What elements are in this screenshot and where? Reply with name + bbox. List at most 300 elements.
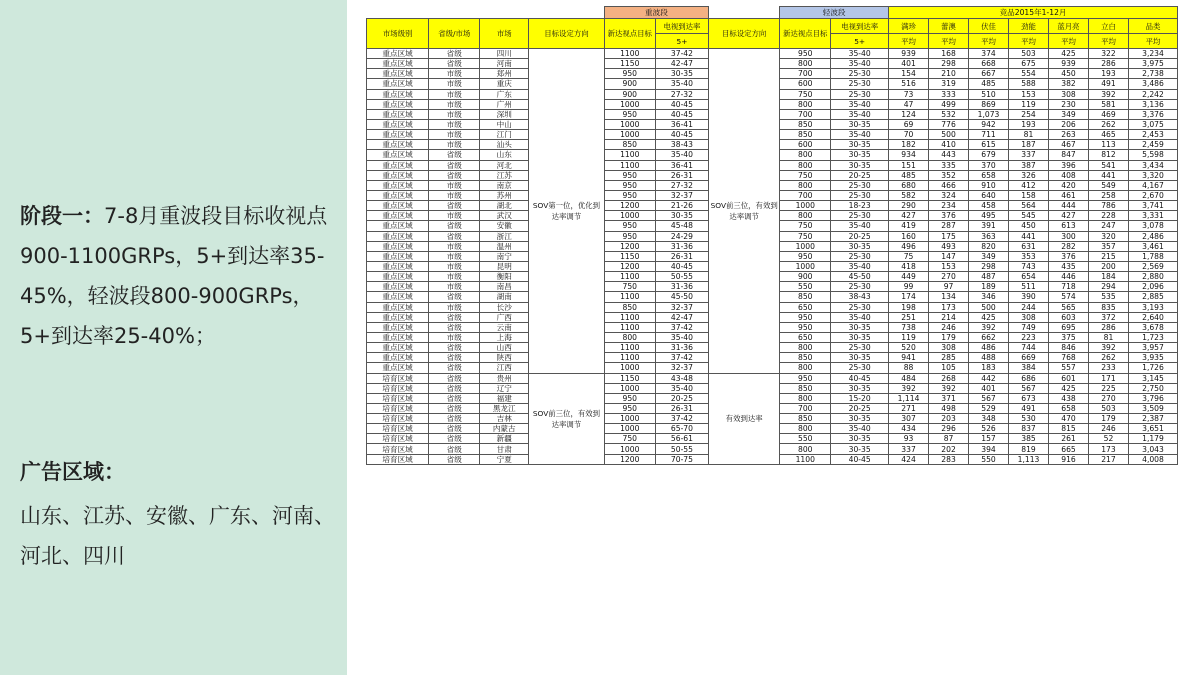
cell-value: 376 [929, 211, 969, 221]
cell-value: 669 [1009, 353, 1049, 363]
cell-value: 2,096 [1128, 282, 1177, 292]
cell-heavy-target: 950 [604, 221, 655, 231]
cell-value: 247 [1088, 221, 1128, 231]
cell-heavy-reach: 40-45 [655, 99, 708, 109]
cell-value: 750 [780, 89, 831, 99]
cell-value: 200 [1088, 261, 1128, 271]
cell-value: 2,453 [1128, 130, 1177, 140]
cell-prov-city: 省级 [429, 150, 480, 160]
cell-value: 233 [1088, 363, 1128, 373]
cell-value: 105 [929, 363, 969, 373]
cell-value: 244 [1009, 302, 1049, 312]
cell-market: 江苏 [480, 170, 529, 180]
cell-value: 776 [929, 119, 969, 129]
cell-value: 491 [1009, 403, 1049, 413]
cell-value: 564 [1009, 201, 1049, 211]
cell-value: 444 [1049, 201, 1089, 211]
cell-value: 850 [780, 383, 831, 393]
cell-market-level: 培育区域 [367, 444, 429, 454]
cell-heavy-reach: 43-48 [655, 373, 708, 383]
cell-market-level: 重点区域 [367, 150, 429, 160]
cell-value: 30-35 [831, 119, 889, 129]
cell-value: 307 [889, 414, 929, 424]
cell-value: 392 [1088, 89, 1128, 99]
cell-goal-light-group1: SOV前三位，有效到达率调节 [709, 49, 780, 374]
cell-market: 湖北 [480, 201, 529, 211]
cell-prov-city: 市级 [429, 261, 480, 271]
cell-prov-city: 市级 [429, 99, 480, 109]
cell-market: 四川 [480, 49, 529, 59]
cell-value: 322 [1088, 49, 1128, 59]
cell-market: 汕头 [480, 140, 529, 150]
cell-value: 603 [1049, 312, 1089, 322]
cell-value: 615 [969, 140, 1009, 150]
cell-market-level: 重点区域 [367, 231, 429, 241]
cell-value: 532 [929, 109, 969, 119]
region-title: 广告区域： [20, 460, 125, 484]
cell-market-level: 重点区域 [367, 79, 429, 89]
cell-prov-city: 省级 [429, 414, 480, 424]
cell-value: 352 [929, 170, 969, 180]
cell-value: 837 [1009, 424, 1049, 434]
cell-value: 486 [969, 343, 1009, 353]
cell-market-level: 重点区域 [367, 261, 429, 271]
cell-market-level: 重点区域 [367, 49, 429, 59]
cell-value: 658 [969, 170, 1009, 180]
cell-value: 124 [889, 109, 929, 119]
cell-value: 333 [929, 89, 969, 99]
cell-prov-city: 省级 [429, 59, 480, 69]
cell-goal-heavy-group1: SOV第一位，优化到达率调节 [529, 49, 605, 374]
cell-value: 246 [1088, 424, 1128, 434]
cell-market-level: 重点区域 [367, 89, 429, 99]
cell-value: 800 [780, 424, 831, 434]
cell-market: 安徽 [480, 221, 529, 231]
cell-value: 153 [929, 261, 969, 271]
cell-value: 35-40 [831, 130, 889, 140]
cell-value: 744 [1009, 343, 1049, 353]
cell-value: 900 [780, 272, 831, 282]
cell-value: 450 [1049, 69, 1089, 79]
cell-value: 308 [929, 343, 969, 353]
cell-heavy-target: 1150 [604, 59, 655, 69]
cell-value: 25-30 [831, 69, 889, 79]
cell-value: 738 [889, 322, 929, 332]
cell-value: 349 [1049, 109, 1089, 119]
cell-heavy-target: 1000 [604, 363, 655, 373]
cell-value: 850 [780, 353, 831, 363]
cell-heavy-reach: 36-41 [655, 119, 708, 129]
cell-value: 2,885 [1128, 292, 1177, 302]
cell-value: 487 [969, 272, 1009, 282]
cell-value: 38-43 [831, 292, 889, 302]
header-reach-light: 电视到达率 [831, 19, 889, 34]
cell-value: 346 [969, 292, 1009, 302]
cell-value: 3,975 [1128, 59, 1177, 69]
cell-value: 550 [780, 434, 831, 444]
cell-value: 662 [969, 332, 1009, 342]
cell-prov-city: 市级 [429, 282, 480, 292]
cell-value: 392 [929, 383, 969, 393]
cell-value: 261 [1049, 434, 1089, 444]
cell-market: 山东 [480, 150, 529, 160]
cell-market: 辽宁 [480, 383, 529, 393]
cell-market: 宁夏 [480, 454, 529, 464]
cell-value: 225 [1088, 383, 1128, 393]
cell-value: 601 [1049, 373, 1089, 383]
cell-value: 348 [969, 414, 1009, 424]
cell-value: 35-40 [831, 49, 889, 59]
cell-value: 296 [929, 424, 969, 434]
cell-value: 384 [1009, 363, 1049, 373]
cell-value: 283 [929, 454, 969, 464]
cell-heavy-target: 1100 [604, 343, 655, 353]
cell-value: 718 [1049, 282, 1089, 292]
cell-value: 157 [969, 434, 1009, 444]
cell-value: 3,957 [1128, 343, 1177, 353]
cell-value: 1,113 [1009, 454, 1049, 464]
cell-market: 福建 [480, 393, 529, 403]
cell-heavy-reach: 27-32 [655, 89, 708, 99]
cell-value: 650 [780, 332, 831, 342]
cell-market: 河北 [480, 160, 529, 170]
cell-prov-city: 省级 [429, 49, 480, 59]
cell-value: 2,880 [1128, 272, 1177, 282]
cell-value: 500 [929, 130, 969, 140]
cell-market: 南昌 [480, 282, 529, 292]
cell-value: 189 [969, 282, 1009, 292]
cell-heavy-target: 1100 [604, 292, 655, 302]
cell-value: 488 [969, 353, 1009, 363]
cell-value: 171 [1088, 373, 1128, 383]
cell-value: 500 [969, 302, 1009, 312]
cell-value: 298 [969, 261, 1009, 271]
cell-prov-city: 市级 [429, 79, 480, 89]
cell-value: 88 [889, 363, 929, 373]
cell-heavy-reach: 35-40 [655, 383, 708, 393]
cell-market-level: 重点区域 [367, 272, 429, 282]
phase-title: 阶段一： [20, 204, 104, 228]
cell-heavy-target: 1100 [604, 272, 655, 282]
table-row [367, 49, 1178, 59]
cell-value: 800 [780, 59, 831, 69]
cell-prov-city: 省级 [429, 312, 480, 322]
cell-prov-city: 省级 [429, 160, 480, 170]
cell-value: 441 [1088, 170, 1128, 180]
cell-value: 2,640 [1128, 312, 1177, 322]
cell-heavy-reach: 35-40 [655, 150, 708, 160]
cell-market: 郑州 [480, 69, 529, 79]
cell-market: 吉林 [480, 414, 529, 424]
cell-prov-city: 市级 [429, 251, 480, 261]
cell-value: 45-50 [831, 272, 889, 282]
cell-value: 30-35 [831, 414, 889, 424]
cell-value: 427 [889, 211, 929, 221]
header-target-light: 新达视点目标 [780, 19, 831, 49]
cell-heavy-reach: 50-55 [655, 272, 708, 282]
cell-heavy-target: 1000 [604, 414, 655, 424]
cell-value: 401 [889, 59, 929, 69]
cell-value: 215 [1088, 251, 1128, 261]
cell-value: 30-35 [831, 383, 889, 393]
cell-heavy-reach: 30-35 [655, 69, 708, 79]
cell-value: 223 [1009, 332, 1049, 342]
cell-value: 600 [780, 140, 831, 150]
cell-value: 800 [780, 99, 831, 109]
cell-heavy-reach: 35-40 [655, 79, 708, 89]
cell-value: 308 [1049, 89, 1089, 99]
cell-value: 147 [929, 251, 969, 261]
header-average: 平均 [1088, 34, 1128, 49]
cell-value: 934 [889, 150, 929, 160]
cell-value: 371 [929, 393, 969, 403]
cell-prov-city: 省级 [429, 424, 480, 434]
cell-value: 25-30 [831, 190, 889, 200]
cell-value: 588 [1009, 79, 1049, 89]
cell-value: 446 [1049, 272, 1089, 282]
cell-value: 535 [1088, 292, 1128, 302]
cell-heavy-target: 1000 [604, 444, 655, 454]
cell-goal-heavy-group2: SOV前三位，有效到达率调节 [529, 373, 605, 464]
cell-market: 南宁 [480, 251, 529, 261]
cell-value: 3,461 [1128, 241, 1177, 251]
header-reach-sub-heavy: 5+ [655, 34, 708, 49]
cell-prov-city: 市级 [429, 302, 480, 312]
cell-value: 210 [929, 69, 969, 79]
cell-value: 650 [780, 302, 831, 312]
cell-market: 江西 [480, 363, 529, 373]
cell-value: 4,008 [1128, 454, 1177, 464]
cell-value: 35-40 [831, 312, 889, 322]
cell-value: 81 [1088, 332, 1128, 342]
cell-prov-city: 省级 [429, 353, 480, 363]
cell-value: 1000 [780, 241, 831, 251]
cell-market-level: 重点区域 [367, 363, 429, 373]
cell-value: 258 [1088, 190, 1128, 200]
header-competitor-group: 竞品2015年1-12月 [889, 7, 1178, 19]
cell-heavy-target: 750 [604, 282, 655, 292]
cell-value: 30-35 [831, 332, 889, 342]
cell-value: 442 [969, 373, 1009, 383]
cell-market: 黑龙江 [480, 403, 529, 413]
cell-market: 重庆 [480, 79, 529, 89]
cell-value: 35-40 [831, 261, 889, 271]
cell-market-level: 重点区域 [367, 130, 429, 140]
cell-value: 910 [969, 180, 1009, 190]
cell-heavy-target: 1000 [604, 383, 655, 393]
cell-market: 衡阳 [480, 272, 529, 282]
cell-market: 长沙 [480, 302, 529, 312]
cell-market-level: 重点区域 [367, 251, 429, 261]
cell-value: 30-35 [831, 160, 889, 170]
cell-value: 2,750 [1128, 383, 1177, 393]
cell-goal-light-group2: 有效到达率 [709, 373, 780, 464]
cell-market: 深圳 [480, 109, 529, 119]
cell-value: 20-25 [831, 170, 889, 180]
header-average: 平均 [969, 34, 1009, 49]
cell-value: 268 [929, 373, 969, 383]
cell-value: 3,935 [1128, 353, 1177, 363]
cell-heavy-target: 1100 [604, 150, 655, 160]
cell-market-level: 重点区域 [367, 302, 429, 312]
cell-prov-city: 省级 [429, 170, 480, 180]
cell-prov-city: 省级 [429, 231, 480, 241]
cell-value: 749 [1009, 322, 1049, 332]
cell-value: 25-30 [831, 282, 889, 292]
cell-value: 372 [1088, 312, 1128, 322]
cell-value: 3,043 [1128, 444, 1177, 454]
cell-value: 47 [889, 99, 929, 109]
cell-value: 567 [1009, 383, 1049, 393]
cell-value: 2,670 [1128, 190, 1177, 200]
cell-value: 271 [889, 403, 929, 413]
cell-heavy-reach: 32-37 [655, 190, 708, 200]
cell-value: 425 [1049, 383, 1089, 393]
cell-market-level: 培育区域 [367, 373, 429, 383]
cell-market-level: 培育区域 [367, 383, 429, 393]
cell-heavy-reach: 40-45 [655, 109, 708, 119]
cell-value: 465 [1088, 130, 1128, 140]
cell-prov-city: 省级 [429, 201, 480, 211]
cell-value: 153 [1009, 89, 1049, 99]
cell-value: 25-30 [831, 79, 889, 89]
cell-prov-city: 省级 [429, 343, 480, 353]
header-blank [709, 7, 780, 19]
cell-market: 湖南 [480, 292, 529, 302]
cell-value: 5,598 [1128, 150, 1177, 160]
cell-value: 467 [1049, 140, 1089, 150]
cell-value: 134 [929, 292, 969, 302]
cell-value: 850 [780, 414, 831, 424]
cell-value: 174 [889, 292, 929, 302]
cell-heavy-reach: 26-31 [655, 403, 708, 413]
cell-heavy-target: 1000 [604, 99, 655, 109]
cell-value: 800 [780, 211, 831, 221]
cell-value: 262 [1088, 119, 1128, 129]
cell-heavy-target: 850 [604, 140, 655, 150]
cell-value: 87 [929, 434, 969, 444]
cell-value: 812 [1088, 150, 1128, 160]
cell-value: 294 [1088, 282, 1128, 292]
cell-value: 1000 [780, 201, 831, 211]
cell-heavy-reach: 31-36 [655, 241, 708, 251]
cell-market-level: 重点区域 [367, 160, 429, 170]
cell-value: 234 [929, 201, 969, 211]
cell-heavy-target: 1100 [604, 353, 655, 363]
cell-prov-city: 市级 [429, 241, 480, 251]
cell-value: 847 [1049, 150, 1089, 160]
cell-value: 819 [1009, 444, 1049, 454]
cell-value: 418 [889, 261, 929, 271]
cell-heavy-reach: 20-25 [655, 393, 708, 403]
cell-value: 425 [1049, 49, 1089, 59]
cell-heavy-target: 1200 [604, 454, 655, 464]
cell-value: 750 [780, 221, 831, 231]
cell-value: 434 [889, 424, 929, 434]
cell-prov-city: 省级 [429, 444, 480, 454]
cell-value: 800 [780, 160, 831, 170]
cell-heavy-target: 1100 [604, 160, 655, 170]
cell-value: 581 [1088, 99, 1128, 109]
cell-value: 3,741 [1128, 201, 1177, 211]
header-target-heavy: 新达视点目标 [604, 19, 655, 49]
cell-value: 387 [1009, 160, 1049, 170]
cell-value: 298 [929, 59, 969, 69]
cell-value: 228 [1088, 211, 1128, 221]
header-brand: 劲能 [1009, 19, 1049, 34]
header-average: 平均 [1009, 34, 1049, 49]
cell-value: 35-40 [831, 424, 889, 434]
cell-heavy-target: 850 [604, 302, 655, 312]
header-average: 平均 [889, 34, 929, 49]
cell-value: 498 [929, 403, 969, 413]
cell-value: 151 [889, 160, 929, 170]
cell-prov-city: 省级 [429, 403, 480, 413]
cell-value: 20-25 [831, 403, 889, 413]
cell-prov-city: 省级 [429, 434, 480, 444]
cell-prov-city: 市级 [429, 119, 480, 129]
cell-value: 427 [1049, 211, 1089, 221]
cell-value: 254 [1009, 109, 1049, 119]
cell-value: 214 [929, 312, 969, 322]
cell-heavy-reach: 37-42 [655, 414, 708, 424]
cell-value: 25-30 [831, 302, 889, 312]
cell-heavy-reach: 37-42 [655, 322, 708, 332]
header-brand: 立白 [1088, 19, 1128, 34]
phase-body: 7-8月重波段目标收视点900-1100GRPs，5+到达率35-45%，轻波段800-900GRPs，5+到达率25-40%； [20, 204, 328, 348]
header-brand: 蕾澳 [929, 19, 969, 34]
cell-value: 574 [1049, 292, 1089, 302]
cell-value: 337 [889, 444, 929, 454]
cell-value: 15-20 [831, 393, 889, 403]
header-light-group: 轻波段 [780, 7, 889, 19]
cell-value: 270 [1088, 393, 1128, 403]
cell-value: 99 [889, 282, 929, 292]
cell-value: 81 [1009, 130, 1049, 140]
cell-heavy-target: 900 [604, 89, 655, 99]
cell-value: 25-30 [831, 343, 889, 353]
cell-value: 408 [1049, 170, 1089, 180]
cell-market: 山西 [480, 343, 529, 353]
cell-value: 35-40 [831, 221, 889, 231]
cell-market: 苏州 [480, 190, 529, 200]
cell-value: 469 [1088, 109, 1128, 119]
cell-heavy-reach: 70-75 [655, 454, 708, 464]
cell-value: 441 [1009, 231, 1049, 241]
cell-value: 654 [1009, 272, 1049, 282]
cell-value: 950 [780, 49, 831, 59]
cell-value: 175 [929, 231, 969, 241]
cell-heavy-target: 1150 [604, 373, 655, 383]
cell-value: 349 [969, 251, 1009, 261]
cell-heavy-reach: 37-42 [655, 353, 708, 363]
cell-value: 686 [1009, 373, 1049, 383]
cell-value: 942 [969, 119, 1009, 129]
cell-value: 3,075 [1128, 119, 1177, 129]
cell-value: 184 [1088, 272, 1128, 282]
cell-heavy-target: 750 [604, 434, 655, 444]
cell-value: 193 [1088, 69, 1128, 79]
cell-market-level: 重点区域 [367, 180, 429, 190]
cell-heavy-reach: 32-37 [655, 302, 708, 312]
cell-value: 700 [780, 190, 831, 200]
cell-value: 673 [1009, 393, 1049, 403]
cell-prov-city: 市级 [429, 180, 480, 190]
cell-value: 567 [969, 393, 1009, 403]
cell-market-level: 培育区域 [367, 454, 429, 464]
cell-value: 30-35 [831, 241, 889, 251]
cell-heavy-target: 950 [604, 180, 655, 190]
